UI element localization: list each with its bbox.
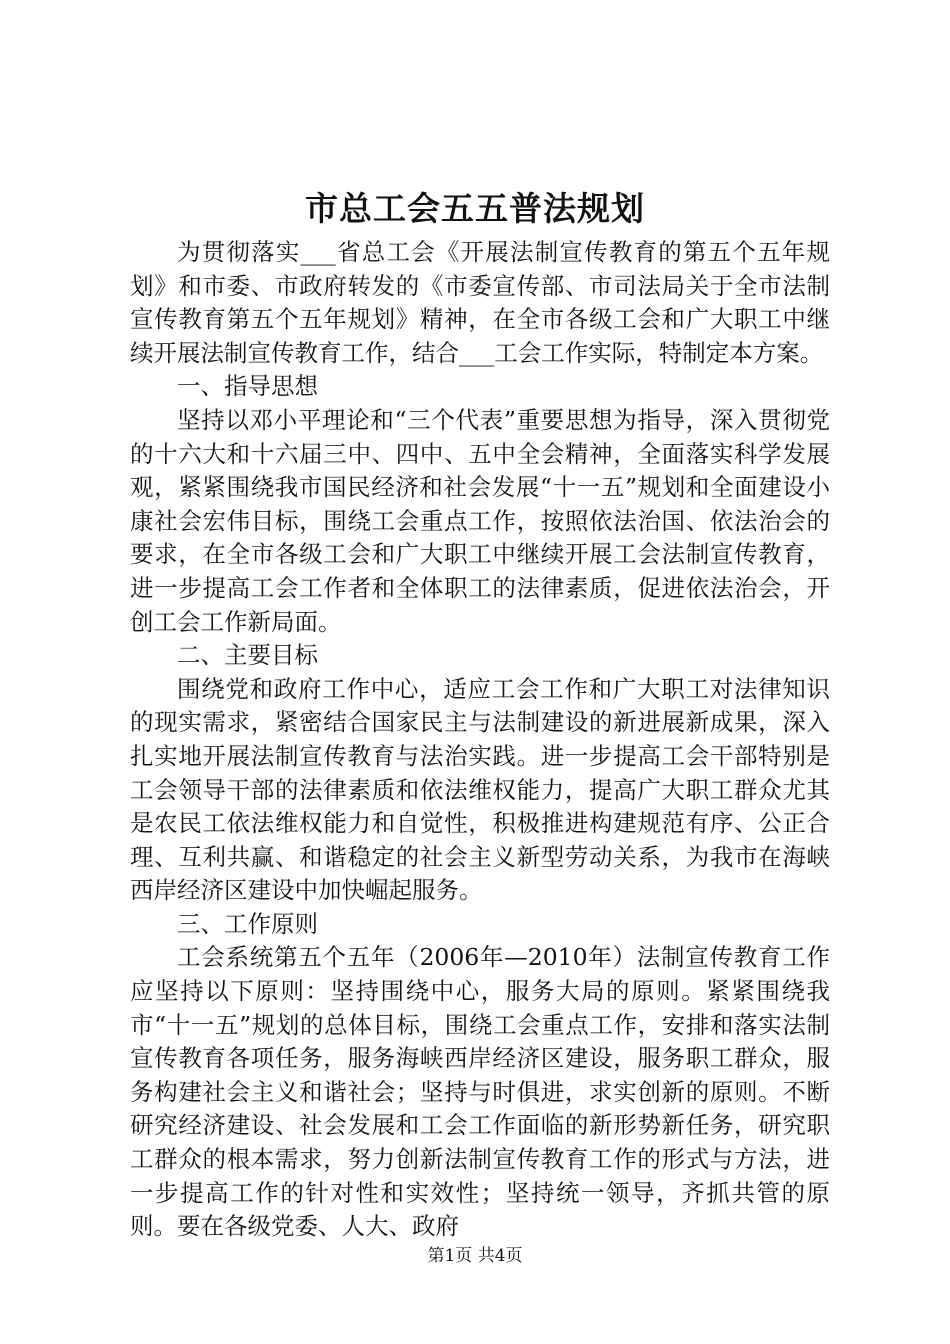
- main-goals-paragraph: 围绕党和政府工作中心，适应工会工作和广大职工对法律知识的现实需求，紧密结合国家民主与法制建设的新进展新成果，深入扎实地开展法制宣传教育与法治实践。进一步提高工会干部特别是工会领导干部的法律素质和依法维权能力，提高广大职工群众尤其是农民工依法维权能力和自觉性，积极推进构建规范有序、公正合理、互利共赢、和谐稳定的社会主义新型劳动关系，为我市在海峡西岸经济区建设中加快崛起服务。: [130, 674, 830, 905]
- section-heading-guiding-ideology: 一、指导思想: [177, 372, 318, 401]
- intro-paragraph: 为贯彻落实___省总工会《开展法制宣传教育的第五个五年规划》和市委、市政府转发的《市委宣传部、市司法局关于全市法制宣传教育第五个五年规划》精神，在全市各级工会和广大职工中继续开展法制宣传教育工作，结合___工会工作实际，特制定本方案。: [130, 238, 830, 367]
- work-principles-paragraph: 工会系统第五个五年（2006年—2010年）法制宣传教育工作应坚持以下原则：坚持围绕中心，服务大局的原则。紧紧围绕我市“十一五”规划的总体目标，围绕工会重点工作，安排和落实法制宣传教育各项任务，服务海峡西岸经济区建设，服务职工群众，服务构建社会主义和谐社会；坚持与时俱进，求实创新的原则。不断研究经济建设、社会发展和工会工作面临的新形势新任务，研究职工群众的根本需求，努力创新法制宣传教育工作的形式与方法，进一步提高工作的针对性和实效性；坚持统一领导，齐抓共管的原则。要在各级党委、人大、政府: [130, 943, 830, 1241]
- page-footer: 第1页 共4页: [427, 1246, 523, 1266]
- section-heading-work-principles: 三、工作原则: [177, 909, 318, 938]
- guiding-ideology-paragraph: 坚持以邓小平理论和“三个代表”重要思想为指导，深入贯彻党的十六大和十六届三中、四中、五中全会精神，全面落实科学发展观，紧紧围绕我市国民经济和社会发展“十一五”规划和全面建设小康社会宏伟目标，围绕工会重点工作，按照依法治国、依法治会的要求，在全市各级工会和广大职工中继续开展工会法制宣传教育，进一步提高工会工作者和全体职工的法律素质，促进依法治会，开创工会工作新局面。: [130, 405, 830, 636]
- document-title: 市总工会五五普法规划: [305, 189, 645, 228]
- section-heading-main-goals: 二、主要目标: [177, 641, 318, 670]
- document-body: [130, 236, 830, 1244]
